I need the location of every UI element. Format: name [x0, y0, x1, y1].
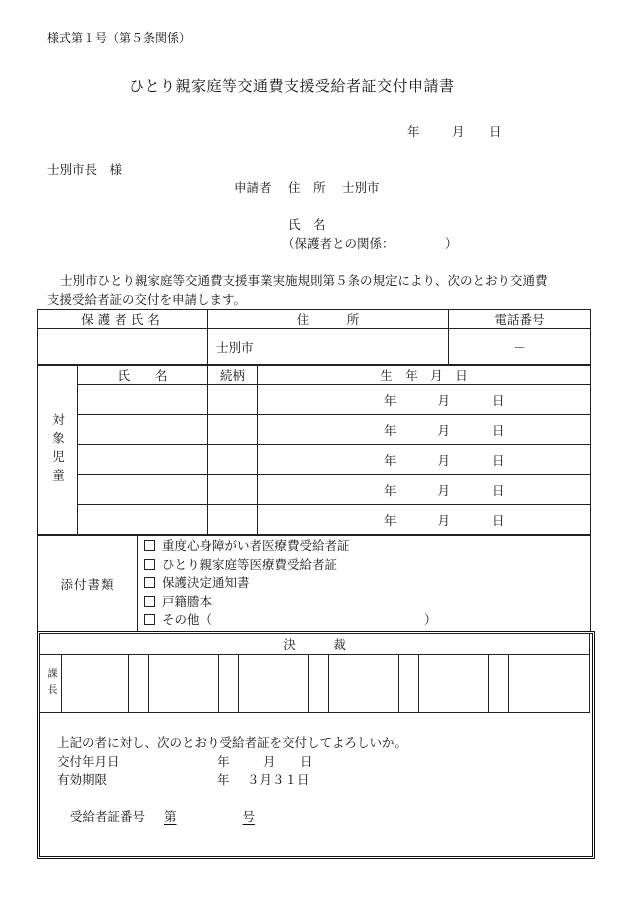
attachment-item[interactable]: 重度心身障がい者医療費受給者証 — [138, 537, 590, 556]
child-birthdate-cell[interactable]: 年 月 日 — [258, 445, 591, 475]
child-name-header: 氏 名 — [78, 366, 208, 385]
child-birthdate-header: 生 年 月 日 — [258, 366, 591, 385]
child-birthdate-cell[interactable]: 年 月 日 — [258, 505, 591, 535]
children-table — [37, 365, 591, 535]
chief-label: 課長 — [40, 655, 62, 713]
child-relation-cell[interactable] — [208, 475, 258, 505]
stamp-label-cell — [489, 655, 509, 713]
child-relation-cell[interactable] — [208, 415, 258, 445]
child-relation-header: 続柄 — [208, 366, 258, 385]
stamp-label-cell — [219, 655, 239, 713]
form-number: 様式第１号（第５条関係） — [47, 31, 192, 45]
valid-until-label: 有効期限 — [57, 772, 108, 787]
applicant-relation-label: （保護者との関係： — [282, 236, 395, 251]
attachment-item[interactable]: 戸籍謄本 — [138, 593, 590, 612]
child-name-cell[interactable] — [78, 505, 208, 535]
approval-text: 上記の者に対し、次のとおり受給者証を交付してよろしいか。 — [57, 735, 408, 750]
date-month: 月 — [452, 124, 465, 139]
valid-until-year[interactable]: 年 — [217, 772, 230, 787]
issue-date-year[interactable]: 年 — [217, 754, 230, 769]
cert-number-field[interactable]: 第 号 — [164, 809, 256, 824]
checkbox-icon[interactable] — [144, 596, 155, 607]
guardian-name-cell[interactable] — [38, 329, 208, 365]
attachment-item[interactable]: 保護決定通知書 — [138, 574, 590, 593]
decision-stamp-table — [39, 633, 590, 713]
date-year: 年 — [407, 124, 420, 139]
body-text-line-2: 支援受給者証の交付を申請します。 — [47, 292, 247, 307]
attachment-item-other[interactable]: その他（ ） — [138, 611, 590, 630]
applicant-name-label: 氏 名 — [288, 217, 326, 232]
checkbox-icon[interactable] — [144, 614, 155, 625]
guardian-name-header: 保護者氏名 — [38, 310, 208, 329]
attachment-item[interactable]: ひとり親家庭等医療費受給者証 — [138, 556, 590, 575]
issue-date-month[interactable]: 月 — [263, 754, 276, 769]
guardian-phone-cell[interactable]: － — [449, 329, 591, 365]
applicant-address-label: 住 所 — [288, 180, 326, 195]
guardian-address-header: 住 所 — [208, 310, 449, 329]
date-day: 日 — [489, 124, 502, 139]
stamp-label-cell — [309, 655, 329, 713]
child-name-cell[interactable] — [78, 385, 208, 415]
issue-date-label: 交付年月日 — [57, 754, 120, 769]
guardian-table — [37, 309, 591, 365]
guardian-phone-header: 電話番号 — [449, 310, 591, 329]
child-birthdate-cell[interactable]: 年 月 日 — [258, 475, 591, 505]
addressee: 士別市長 様 — [47, 162, 123, 177]
stamp-label-cell — [399, 655, 419, 713]
page-title: ひとり親家庭等交通費支援受給者証交付申請書 — [129, 77, 455, 95]
stamp-cell[interactable] — [329, 655, 399, 713]
child-birthdate-cell[interactable]: 年 月 日 — [258, 385, 591, 415]
child-name-cell[interactable] — [78, 475, 208, 505]
stamp-cell[interactable] — [62, 655, 129, 713]
checkbox-icon[interactable] — [144, 577, 155, 588]
decision-header: 決 裁 — [40, 634, 590, 655]
child-relation-cell[interactable] — [208, 385, 258, 415]
decision-box — [37, 631, 595, 859]
issue-date-day[interactable]: 日 — [300, 754, 313, 769]
stamp-cell[interactable] — [149, 655, 219, 713]
cert-number-label: 受給者証番号 — [70, 809, 146, 824]
applicant-relation-close: ） — [445, 236, 458, 251]
body-text-line-1: 士別市ひとり親家庭等交通費支援事業実施規則第５条の規定により、次のとおり交通費 — [60, 273, 548, 288]
stamp-cell[interactable] — [239, 655, 309, 713]
child-name-cell[interactable] — [78, 445, 208, 475]
applicant-address-value[interactable]: 士別市 — [342, 180, 380, 195]
child-name-cell[interactable] — [78, 415, 208, 445]
stamp-cell[interactable] — [419, 655, 489, 713]
child-relation-cell[interactable] — [208, 445, 258, 475]
applicant-label: 申請者 — [234, 180, 272, 195]
stamp-label-cell — [129, 655, 149, 713]
stamp-cell[interactable] — [509, 655, 590, 713]
attachments-list — [138, 536, 591, 632]
valid-until-date: ３月３１日 — [247, 772, 310, 787]
attachments-table — [37, 535, 591, 632]
checkbox-icon[interactable] — [144, 559, 155, 570]
attachments-label: 添付書類 — [38, 536, 138, 632]
child-birthdate-cell[interactable]: 年 月 日 — [258, 415, 591, 445]
checkbox-icon[interactable] — [144, 540, 155, 551]
children-side-label: 対象児童 — [38, 366, 78, 535]
child-relation-cell[interactable] — [208, 505, 258, 535]
guardian-address-cell[interactable]: 士別市 — [208, 329, 449, 365]
